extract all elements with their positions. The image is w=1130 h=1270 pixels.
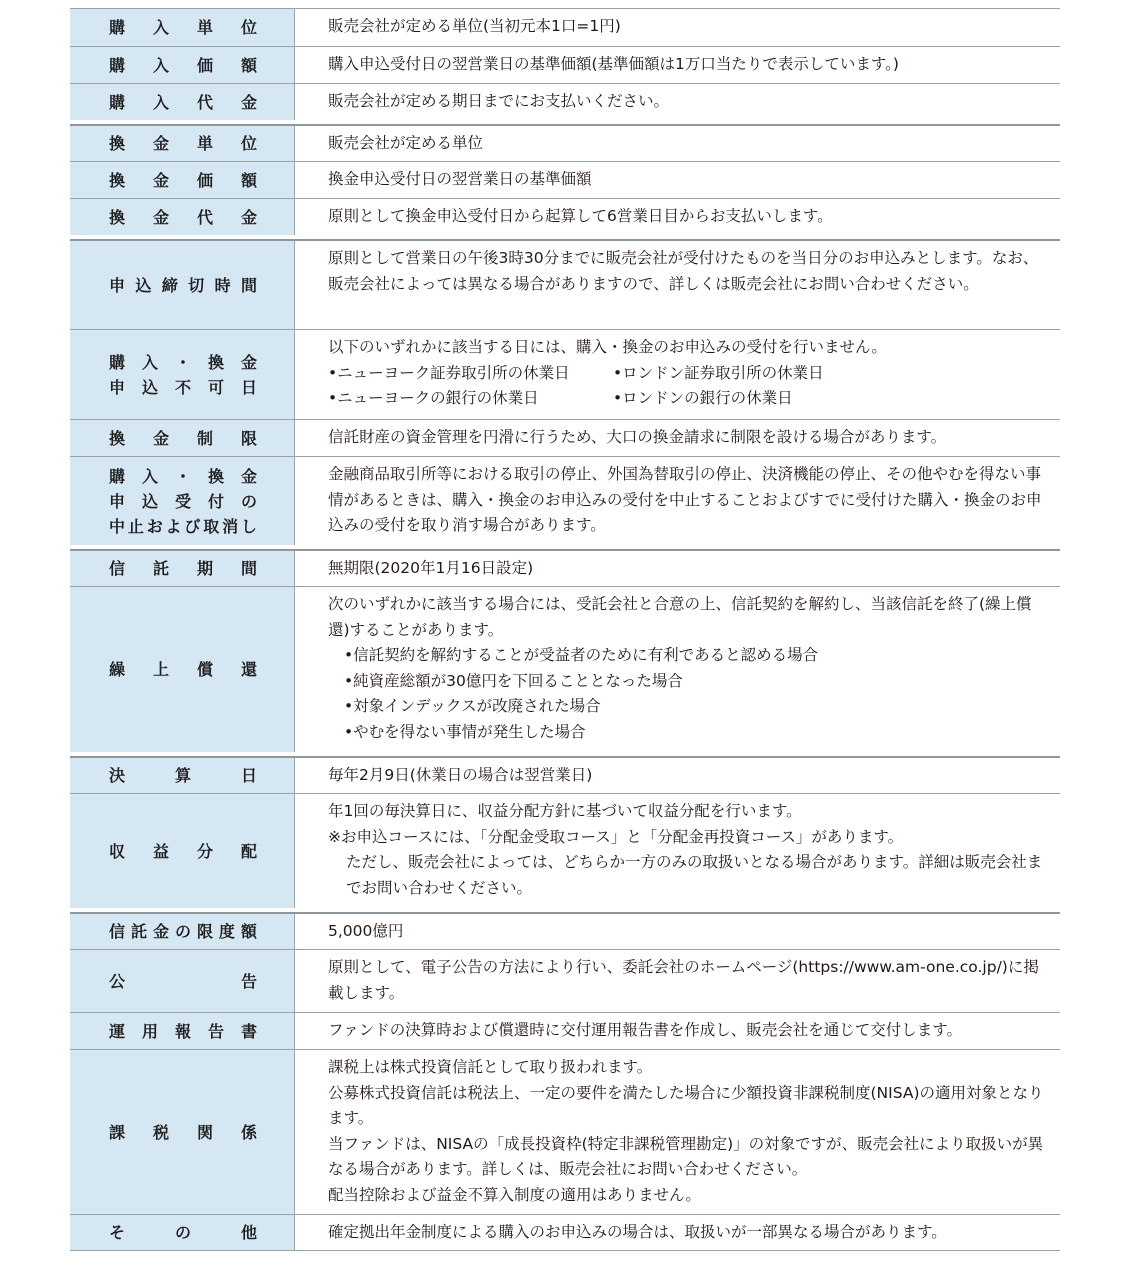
value-text: 5,000億円	[328, 922, 404, 940]
label-line	[109, 514, 257, 539]
label-char: 金	[240, 207, 257, 227]
bullet-item: •対象インデックスが改廃された場合	[344, 697, 601, 715]
label-char: 消	[222, 516, 239, 536]
label-char: 書	[240, 1021, 257, 1041]
value-suspension	[295, 457, 1060, 545]
label-char: 込	[141, 491, 158, 511]
label-char: 日	[240, 766, 257, 785]
label-char: 換	[207, 352, 224, 372]
label-char: 位	[240, 134, 257, 153]
value-redemption-price	[295, 162, 1060, 198]
row-redemption-limit	[70, 419, 1060, 456]
label-redemption-payment	[70, 199, 295, 235]
label-char: 取	[203, 516, 220, 536]
value-text: 原則として営業日の午後3時30分までに販売会社が受付けたものを当日分のお申込みとします。なお、販売会社によっては異なる場合がありますので、詳しくは販売会社にお問い合わせください。	[328, 249, 1039, 293]
label-char: 購	[109, 92, 126, 112]
label-char: 課	[109, 1122, 126, 1142]
label-char: 益	[152, 841, 169, 861]
label-char: 代	[196, 207, 213, 227]
label-char: 報	[174, 1021, 191, 1041]
label-line	[109, 1019, 257, 1044]
value-redemption-unit	[295, 126, 1060, 161]
label-unavailable-dates	[70, 330, 295, 419]
label-char: 償	[196, 660, 213, 679]
row-early-redemption	[70, 586, 1060, 752]
label-char: 間	[240, 559, 257, 578]
label-char: 金	[240, 92, 257, 112]
label-char: 申	[109, 377, 126, 397]
label-char: 額	[240, 170, 257, 190]
label-settlement-date	[70, 758, 295, 793]
label-char: 日	[240, 377, 257, 397]
label-line	[109, 90, 257, 115]
value-early-redemption	[295, 587, 1060, 752]
row-redemption-payment	[70, 198, 1060, 235]
label-char: そ	[109, 1223, 126, 1242]
label-char: 算	[174, 766, 191, 785]
label-line	[109, 464, 257, 489]
label-char: 価	[196, 170, 213, 190]
row-trust-limit	[70, 912, 1060, 949]
value-text: 販売会社が定める単位	[328, 134, 484, 152]
label-char: 購	[109, 18, 126, 37]
value-text: 公募株式投資信託は税法上、一定の要件を満たした場合に少額投資非課税制度(NISA)の適用対象となります。	[328, 1083, 1044, 1127]
bullet-item: •ニューヨーク証券取引所の休業日	[328, 363, 570, 382]
value-trust-limit	[295, 914, 1060, 949]
label-line	[109, 168, 257, 193]
row-others	[70, 1214, 1060, 1251]
label-char: 購	[109, 352, 126, 372]
value-redemption-limit	[295, 420, 1060, 456]
label-char: 切	[188, 275, 205, 295]
label-char: 受	[174, 491, 191, 511]
bullet-item: •ロンドン証券取引所の休業日	[613, 363, 824, 382]
label-char: 分	[196, 841, 213, 861]
row-public-notice	[70, 949, 1060, 1012]
label-char: の	[240, 491, 257, 511]
label-char: 額	[240, 55, 257, 75]
bullet-pair	[328, 361, 1046, 387]
label-char: 運	[109, 1021, 126, 1041]
label-char: び	[184, 516, 201, 536]
row-taxation	[70, 1049, 1060, 1214]
label-purchase-payment	[70, 84, 295, 120]
label-char: 託	[130, 922, 147, 941]
label-char: 込	[135, 275, 152, 295]
label-line	[109, 763, 257, 788]
value-text: 無期限(2020年1月16日設定)	[328, 559, 534, 577]
bullet-item: •信託契約を解約することが受益者のために有利であると認める場合	[344, 646, 819, 664]
value-distribution	[295, 794, 1060, 908]
bullet-item: •ニューヨークの銀行の休業日	[328, 389, 539, 407]
label-trust-limit	[70, 914, 295, 949]
label-char: 購	[109, 466, 126, 486]
label-char: 間	[240, 275, 257, 295]
value-text: 配当控除および益金不算入制度の適用はありません。	[328, 1185, 701, 1204]
value-purchase-unit	[295, 9, 1060, 46]
label-trust-period	[70, 551, 295, 586]
label-purchase-unit	[70, 9, 295, 46]
row-redemption-unit	[70, 124, 1060, 161]
label-char: お	[146, 516, 163, 536]
label-char: 告	[240, 971, 257, 991]
label-char: ・	[174, 352, 191, 372]
label-purchase-price	[70, 47, 295, 83]
label-line	[109, 489, 257, 514]
value-text: 販売会社が定める期日までにお支払いください。	[328, 92, 670, 110]
label-char: 締	[161, 275, 178, 295]
label-line	[109, 273, 257, 298]
label-char: の	[174, 1223, 191, 1242]
label-line	[109, 205, 257, 230]
label-char: 決	[109, 766, 126, 785]
row-redemption-price	[70, 161, 1060, 198]
value-text: 換金申込受付日の翌営業日の基準価額	[328, 170, 592, 188]
label-line	[109, 1120, 257, 1145]
value-text: 次のいずれかに該当する場合には、受託会社と合意の上、信託契約を解約し、当該信託を終了(繰上償還)することがあります。	[328, 595, 1032, 639]
value-text: 販売会社が定める単位(当初元本1口=1円)	[328, 17, 621, 35]
label-early-redemption	[70, 587, 295, 752]
value-text: 当ファンドは、NISAの「成長投資枠(特定非課税管理勘定)」の対象ですが、販売会社により取扱いが異なる場合があります。詳しくは、販売会社にお問い合わせください。	[328, 1134, 1044, 1178]
label-line	[109, 839, 257, 864]
value-unavailable-dates	[295, 330, 1060, 419]
value-taxation	[295, 1050, 1060, 1214]
label-line	[109, 375, 257, 400]
value-note: ただし、販売会社によっては、どちらか一方のみの取扱いとなる場合があります。詳細は販売会社までお問い合わせください。	[346, 853, 1043, 897]
label-char: 入	[141, 466, 158, 486]
value-trust-period	[295, 551, 1060, 586]
value-text: 原則として、電子公告の方法により行い、委託会社のホームページ(https://www.am-one.co.jp/)に掲載します。	[328, 958, 1039, 1002]
value-text: ファンドの決算時および償還時に交付運用報告書を作成し、販売会社を通じて交付します。	[328, 1021, 962, 1039]
label-char: 還	[240, 660, 257, 679]
label-line	[109, 350, 257, 375]
label-char: 関	[196, 1122, 213, 1142]
value-settlement-date	[295, 758, 1060, 793]
label-line	[109, 1220, 257, 1245]
value-text: 原則として換金申込受付日から起算して6営業日目からお支払いします。	[328, 207, 833, 225]
label-char: 換	[109, 428, 126, 448]
label-char: 度	[218, 922, 235, 941]
value-redemption-payment	[295, 199, 1060, 235]
label-char: 金	[152, 428, 169, 448]
bullet-item: •純資産総額が30億円を下回ることとなった場合	[344, 671, 683, 690]
label-taxation	[70, 1050, 295, 1214]
value-text: 毎年2月9日(休業日の場合は翌営業日)	[328, 766, 593, 784]
label-char: 税	[152, 1122, 169, 1142]
label-char: 不	[174, 377, 191, 397]
label-char: 換	[109, 207, 126, 227]
value-purchase-payment	[295, 84, 1060, 120]
value-purchase-price	[295, 47, 1060, 83]
label-char: 金	[240, 466, 257, 486]
bullet-item: •やむを得ない事情が発生した場合	[344, 722, 586, 741]
label-char: 信	[109, 922, 126, 941]
label-char: し	[240, 516, 257, 536]
label-line	[109, 53, 257, 78]
value-text: 金融商品取引所等における取引の停止、外国為替取引の停止、決済機能の停止、その他やむを得ない事情があるときは、購入・換金のお申込みの受付を中止することおよびすでに受付けた購入・換金のお申込みの受付を取り消す場合があります。	[328, 465, 1042, 534]
row-suspension	[70, 456, 1060, 545]
label-char: 換	[207, 466, 224, 486]
label-suspension	[70, 457, 295, 545]
label-char: 係	[240, 1122, 257, 1142]
label-char: 入	[152, 18, 169, 37]
label-char: 公	[109, 971, 126, 991]
label-char: 申	[109, 491, 126, 511]
value-cutoff-time	[295, 241, 1060, 329]
label-distribution	[70, 794, 295, 908]
label-char: 付	[207, 491, 224, 511]
row-distribution	[70, 793, 1060, 908]
value-operation-report	[295, 1013, 1060, 1049]
label-redemption-unit	[70, 126, 295, 161]
value-public-notice	[295, 950, 1060, 1012]
value-text: 以下のいずれかに該当する日には、購入・換金のお申込みの受付を行いません。	[328, 338, 887, 356]
row-purchase-payment	[70, 83, 1060, 120]
label-char: 入	[152, 55, 169, 75]
label-char: 用	[141, 1021, 158, 1041]
label-char: 価	[196, 55, 213, 75]
label-char: の	[174, 922, 191, 941]
label-char: 配	[240, 841, 257, 861]
label-line	[109, 131, 257, 156]
bullet-item: •ロンドンの銀行の休業日	[613, 389, 793, 407]
label-char: 込	[141, 377, 158, 397]
value-text: 課税上は株式投資信託として取り扱われます。	[328, 1058, 653, 1076]
label-char: ・	[174, 466, 191, 486]
label-char: 限	[196, 922, 213, 941]
label-cutoff-time	[70, 241, 295, 329]
label-char: 限	[240, 428, 257, 448]
row-settlement-date	[70, 756, 1060, 793]
label-char: 位	[240, 18, 257, 37]
label-char: 申	[109, 275, 126, 295]
value-text: 信託財産の資金管理を円滑に行うため、大口の換金請求に制限を設ける場合があります。	[328, 428, 947, 446]
label-redemption-limit	[70, 420, 295, 456]
label-char: 他	[240, 1223, 257, 1242]
label-line	[109, 657, 257, 682]
label-char: 換	[109, 134, 126, 153]
label-char: 額	[240, 922, 257, 941]
label-char: 金	[152, 170, 169, 190]
label-char: 信	[109, 559, 126, 578]
value-others	[295, 1215, 1060, 1250]
label-char: 単	[196, 134, 213, 153]
label-char: 止	[127, 516, 144, 536]
label-char: 入	[141, 352, 158, 372]
label-char: よ	[165, 516, 182, 536]
label-char: 換	[109, 170, 126, 190]
label-char: 告	[207, 1021, 224, 1041]
label-char: 単	[196, 18, 213, 37]
label-char: 中	[109, 516, 126, 536]
label-operation-report	[70, 1013, 295, 1049]
label-others	[70, 1215, 295, 1250]
label-line	[109, 969, 257, 994]
label-char: 代	[196, 92, 213, 112]
label-char: 入	[152, 92, 169, 112]
row-operation-report	[70, 1012, 1060, 1049]
label-char: 収	[109, 841, 126, 861]
label-line	[109, 556, 257, 581]
label-char: 時	[214, 275, 231, 295]
label-char: 可	[207, 377, 224, 397]
row-purchase-unit	[70, 8, 1060, 46]
label-line	[109, 426, 257, 451]
row-unavailable-dates	[70, 329, 1060, 419]
label-line	[109, 919, 257, 944]
label-char: 金	[152, 922, 169, 941]
row-trust-period	[70, 549, 1060, 586]
label-char: 託	[152, 559, 169, 578]
fund-terms-table	[70, 8, 1060, 1251]
label-char: 制	[196, 428, 213, 448]
label-char: 購	[109, 55, 126, 75]
label-line	[109, 15, 257, 40]
row-cutoff-time	[70, 239, 1060, 329]
label-char: 期	[196, 559, 213, 578]
label-public-notice	[70, 950, 295, 1012]
label-redemption-price	[70, 162, 295, 198]
label-char: 金	[152, 207, 169, 227]
value-text: 年1回の毎決算日に、収益分配方針に基づいて収益分配を行います。	[328, 802, 802, 820]
label-char: 繰	[109, 660, 126, 679]
value-text: 確定拠出年金制度による購入のお申込みの場合は、取扱いが一部異なる場合があります。	[328, 1223, 947, 1241]
label-char: 上	[152, 660, 169, 679]
label-char: 金	[240, 352, 257, 372]
value-text: 購入申込受付日の翌営業日の基準価額(基準価額は1万口当たりで表示しています。)	[328, 55, 899, 73]
bullet-pair	[328, 386, 1046, 412]
row-purchase-price	[70, 46, 1060, 83]
value-text: ※お申込コースには、「分配金受取コース」と「分配金再投資コース」があります。	[328, 827, 904, 846]
label-char: 金	[152, 134, 169, 153]
